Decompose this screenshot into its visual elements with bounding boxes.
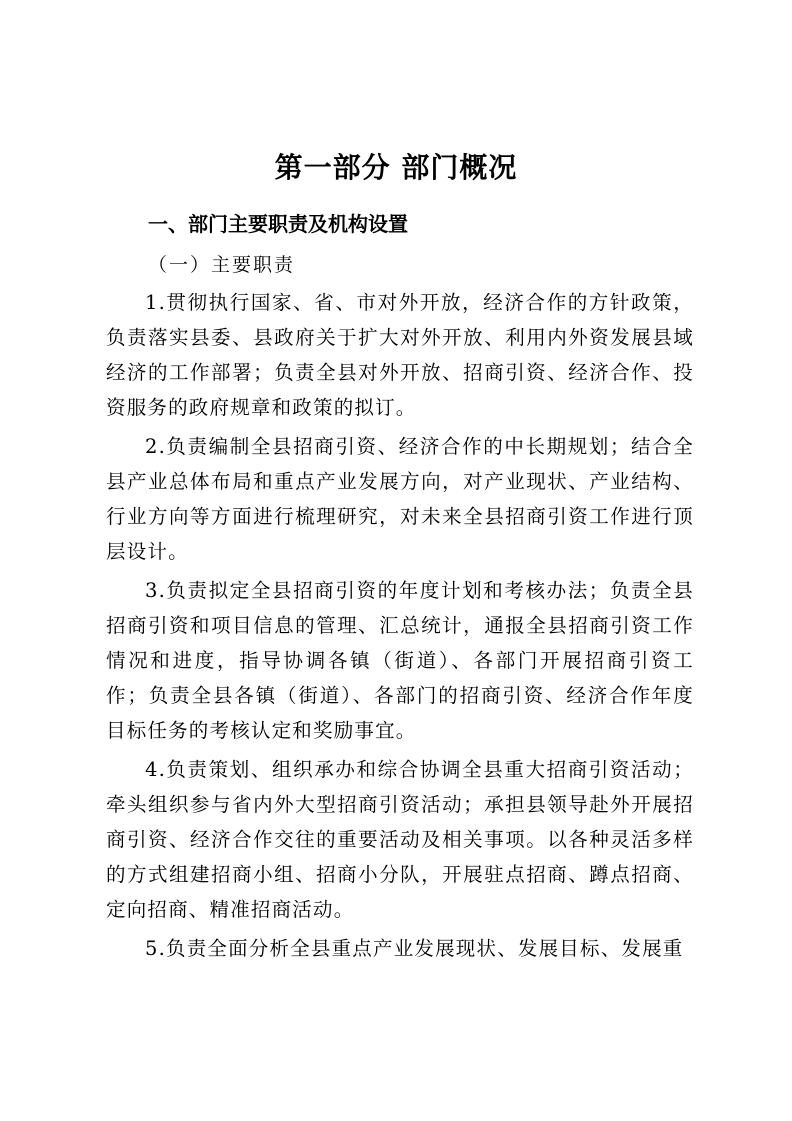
paragraph-4: 4.负责策划、组织承办和综合协调全县重大招商引资活动；牵头组织参与省内外大型招商引资活动；承担县领导赴外开展招商引资、经济合作交往的重要活动及相关事项。以各种灵活多样的方式组建招商小组、招商小分队，开展驻点招商、蹲点招商、定向招商、精准招商活动。 xyxy=(106,758,694,921)
paragraph-2: 2.负责编制全县招商引资、经济合作的中长期规划；结合全县产业总体布局和重点产业发展方向，对产业现状、产业结构、行业方向等方面进行梳理研究，对未来全县招商引资工作进行顶层设计。 xyxy=(106,435,694,563)
paragraph-1: 1.贯彻执行国家、省、市对外开放，经济合作的方针政策，负责落实县委、县政府关于扩大对外开放、利用内外资发展县域经济的工作部署；负责全县对外开放、招商引资、经济合作、投资服务的政府规章和政策的拟订。 xyxy=(106,291,694,419)
subsection-heading: （一）主要职责 xyxy=(148,254,296,276)
body-text xyxy=(106,285,694,970)
section-heading: 一、部门主要职责及机构设置 xyxy=(148,212,408,236)
paragraph-5: 5.负责全面分析全县重点产业发展现状、发展目标、发展重 xyxy=(145,937,684,960)
page-title: 第一部分 部门概况 xyxy=(274,151,518,184)
paragraph-3: 3.负责拟定全县招商引资的年度计划和考核办法；负责全县招商引资和项目信息的管理、汇总统计，通报全县招商引资工作情况和进度，指导协调各镇（街道）、各部门开展招商引资工作；负责全县各镇（街道）、各部门的招商引资、经济合作年度目标任务的考核认定和奖励事宜。 xyxy=(106,579,694,742)
